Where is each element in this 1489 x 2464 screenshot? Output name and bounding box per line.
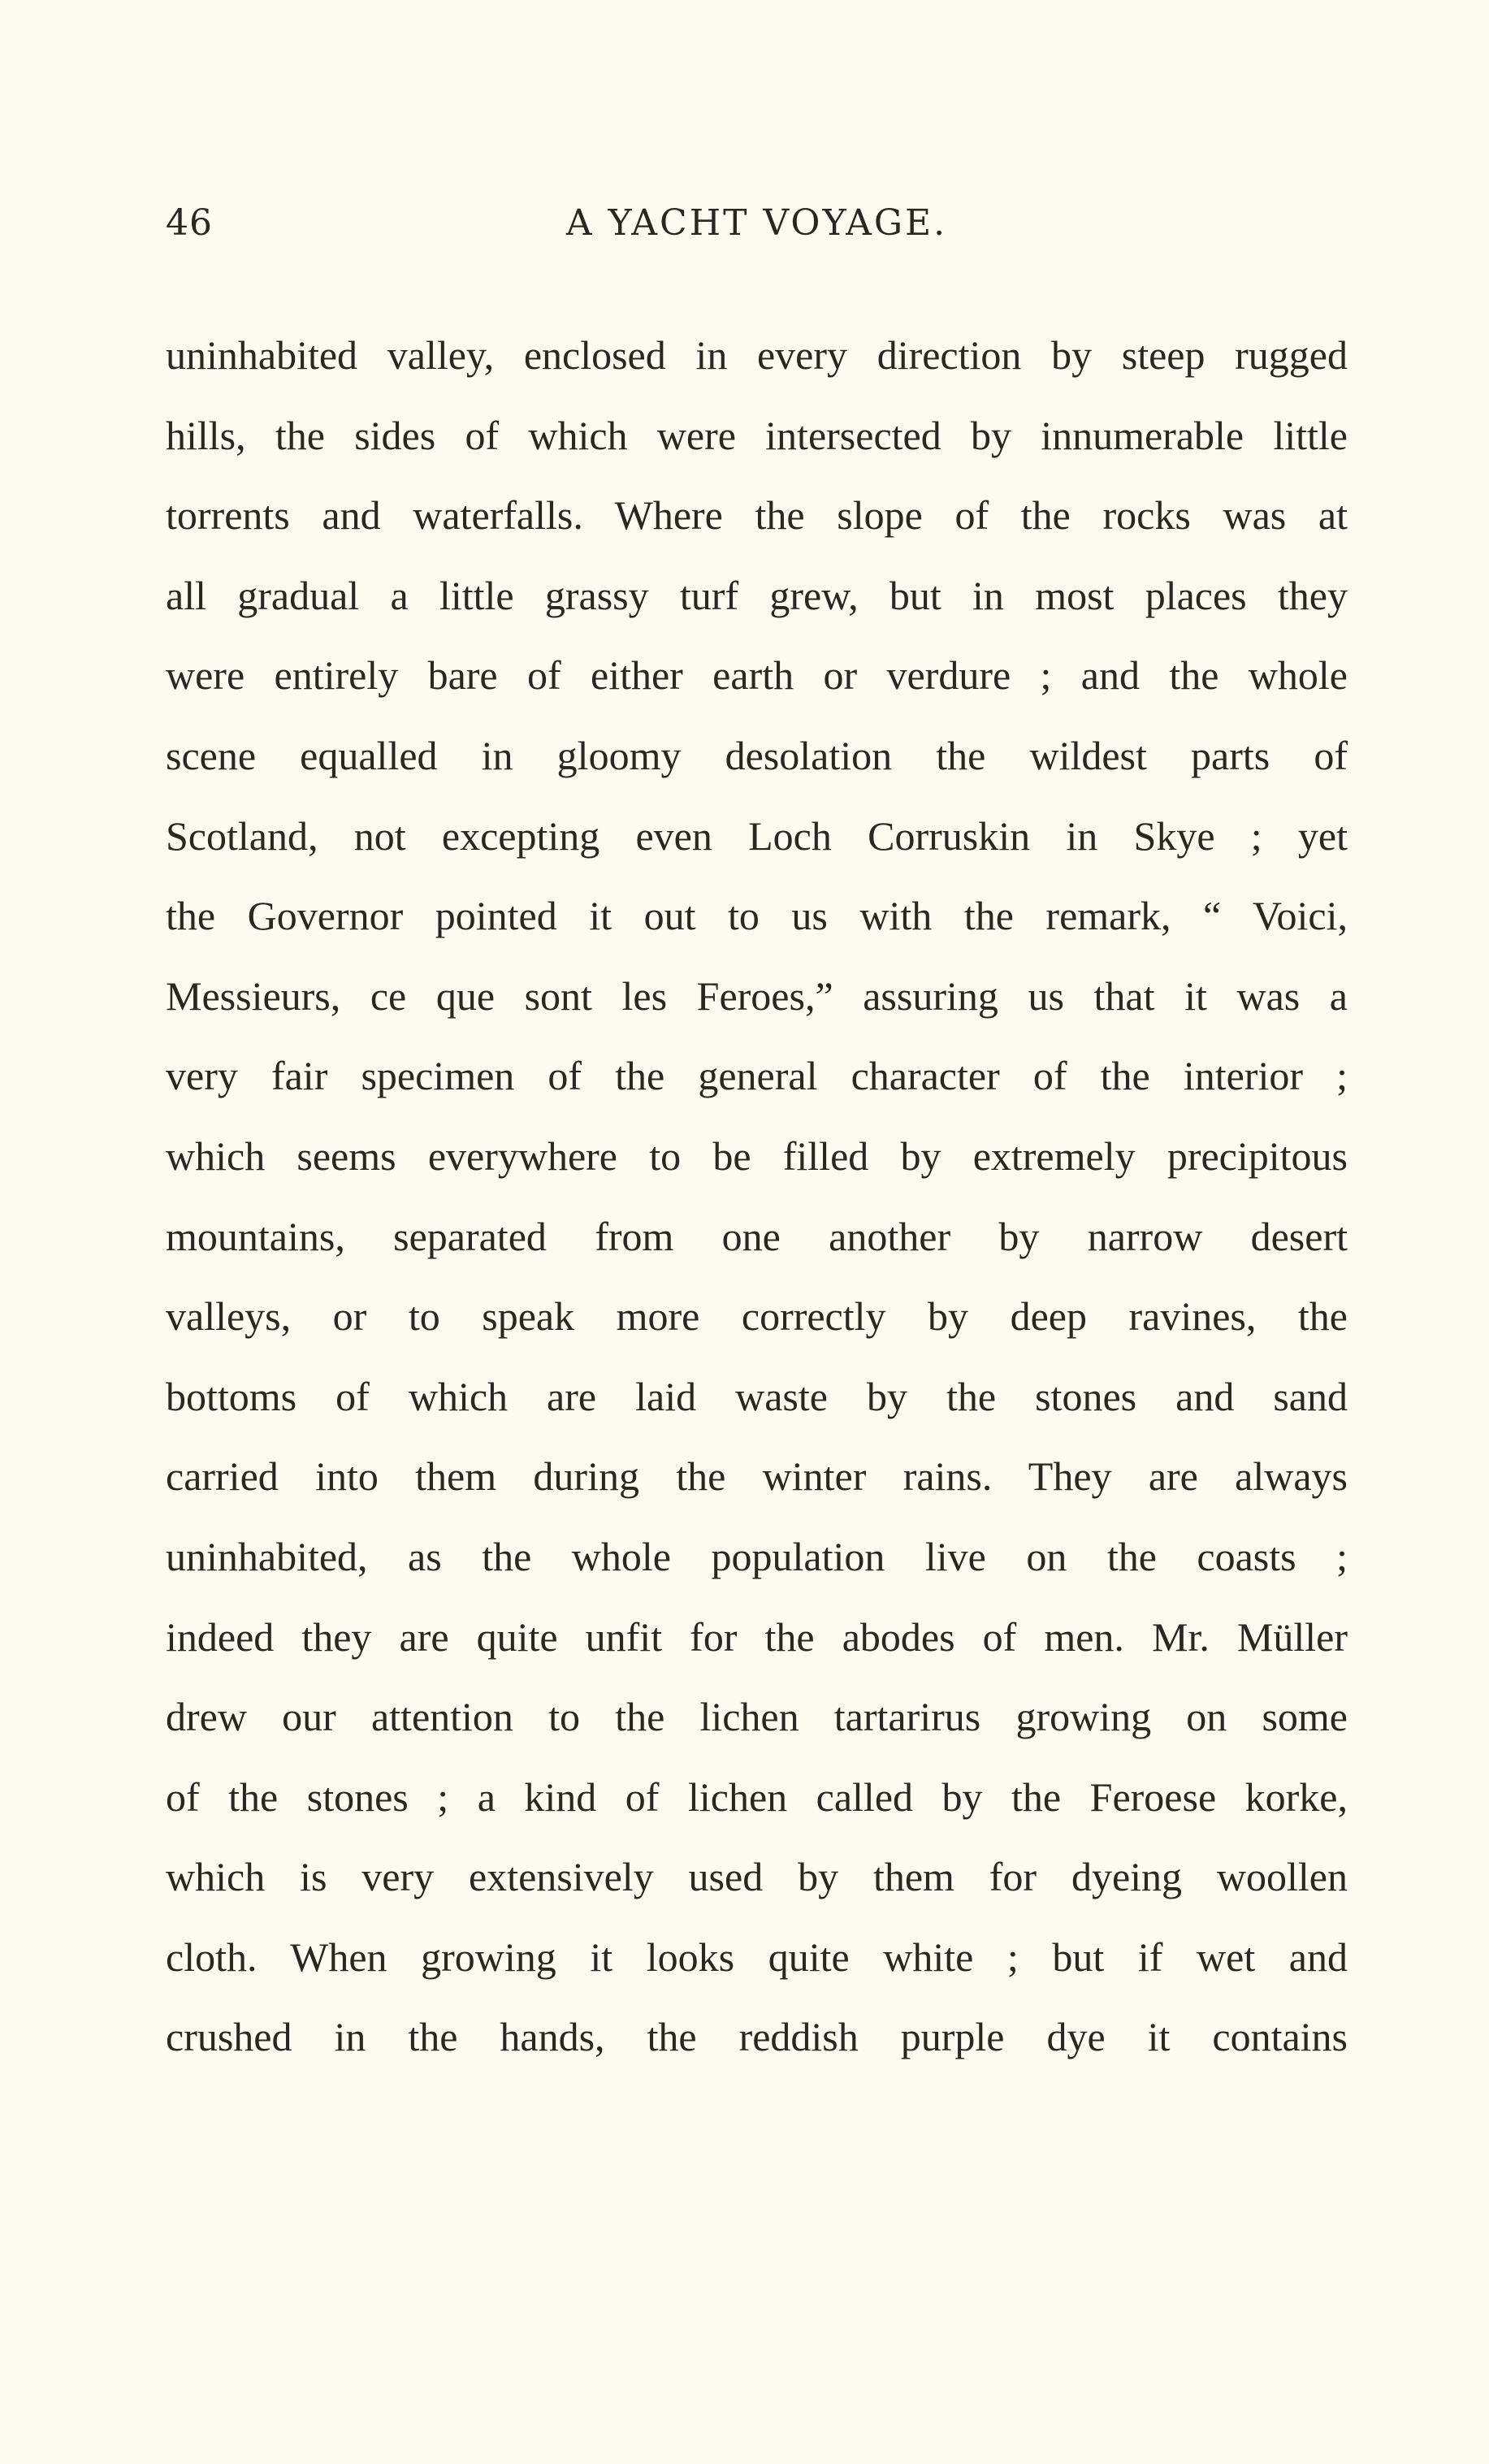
- text-line: torrents and waterfalls. Where the slope of the rocks was at: [166, 492, 1348, 539]
- text-line: the Governor pointed it out to us with the remark, “ Voici,: [166, 893, 1348, 939]
- text-line: mountains, separated from one another by narrow desert: [166, 1213, 1348, 1259]
- body-text: [166, 315, 1348, 2077]
- page-header: [166, 195, 1348, 252]
- text-line: carried into them during the winter rains. They are always: [166, 1453, 1348, 1500]
- text-line: which is very extensively used by them for dyeing woollen: [166, 1854, 1348, 1900]
- text-line: Messieurs, ce que sont les Feroes,” assuring us that it was a: [166, 972, 1348, 1019]
- text-line: valleys, or to speak more correctly by deep ravines, the: [166, 1293, 1348, 1340]
- text-line: drew our attention to the lichen tartarirus growing on some: [166, 1694, 1348, 1740]
- text-line: uninhabited valley, enclosed in every direction by steep rugged: [166, 332, 1348, 378]
- text-line: cloth. When growing it looks quite white ; but if wet and: [166, 1934, 1348, 1980]
- text-line: which seems everywhere to be filled by extremely precipitous: [166, 1132, 1348, 1179]
- text-line: indeed they are quite unfit for the abodes of men. Mr. Müller: [166, 1613, 1348, 1660]
- text-line: Scotland, not excepting even Loch Corruskin in Skye ; yet: [166, 812, 1348, 859]
- text-line: uninhabited, as the whole population live on the coasts ;: [166, 1533, 1348, 1579]
- running-title: A YACHT VOYAGE.: [565, 202, 948, 244]
- text-line: bottoms of which are laid waste by the stones and sand: [166, 1373, 1348, 1419]
- text-line: were entirely bare of either earth or verdure ; and the whole: [166, 652, 1348, 699]
- page-number: 46: [166, 202, 213, 244]
- text-line: very fair specimen of the general character of the interior ;: [166, 1053, 1348, 1099]
- text-line: scene equalled in gloomy desolation the wildest parts of: [166, 732, 1348, 778]
- text-line: all gradual a little grassy turf grew, but in most places they: [166, 572, 1348, 618]
- text-line: hills, the sides of which were intersected by innumerable little: [166, 412, 1348, 458]
- text-line: crushed in the hands, the reddish purple dye it contains: [166, 2014, 1348, 2060]
- text-line: of the stones ; a kind of lichen called by the Feroese korke,: [166, 1773, 1348, 1820]
